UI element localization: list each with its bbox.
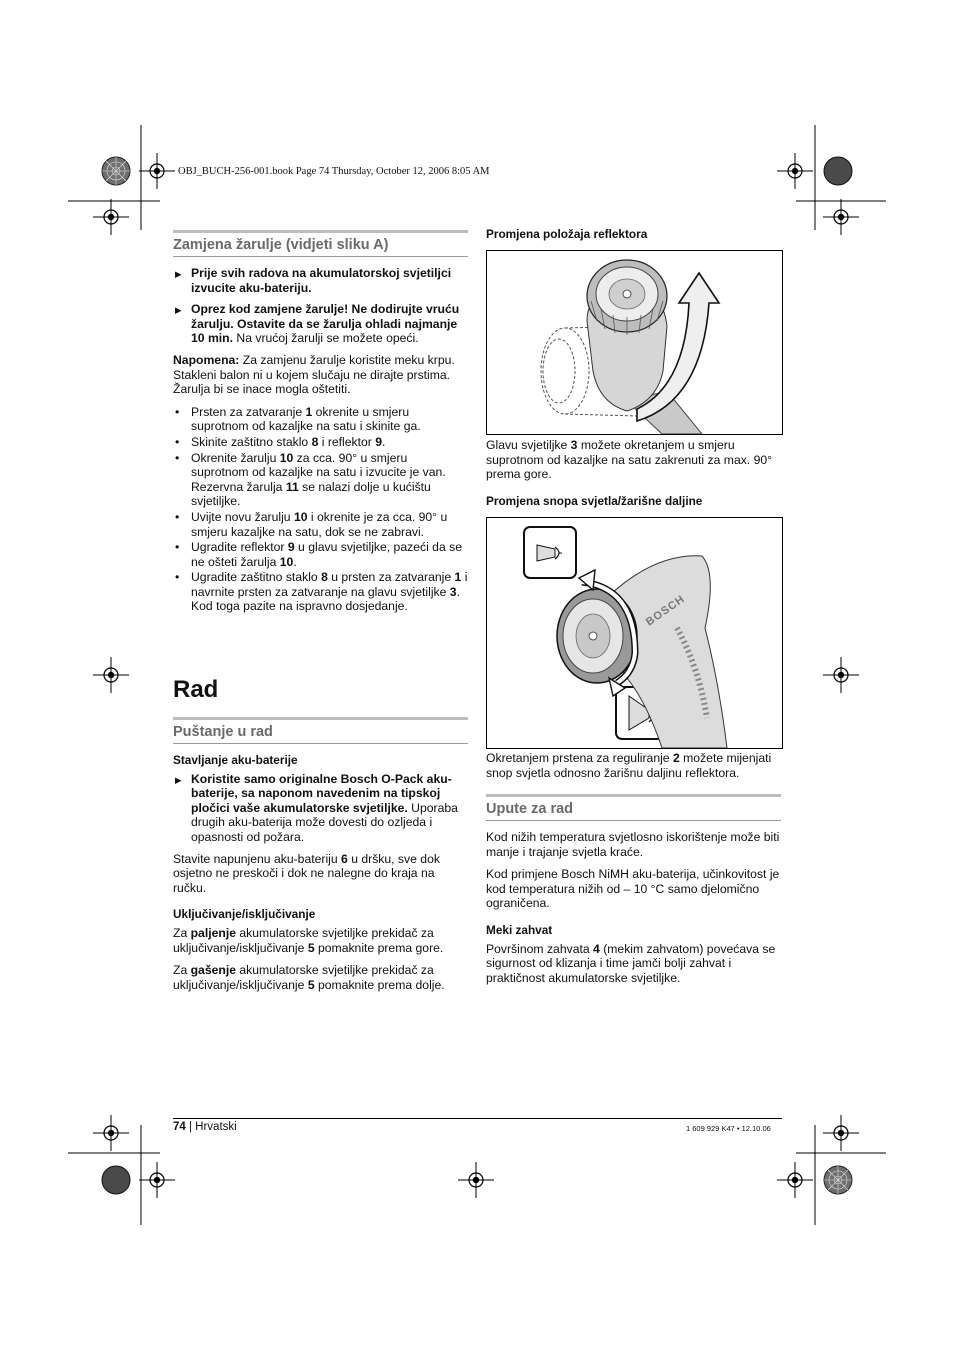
paragraph: Kod nižih temperatura svjetlosno iskorištenje može biti manje i trajanje svjetla kraće. <box>486 830 780 859</box>
paragraph: Glavu svjetiljke 3 možete okretanjem u smjeru suprotnom od kazaljke na satu zakrenuti za max. 90° prema gore. <box>486 438 773 482</box>
right-column-text-2 <box>486 751 781 788</box>
list-item: • Okrenite žarulju 10 za cca. 90° u smjeru suprotnom od kazaljke na satu i izvucite je van. Rezervna žarulja 11 se nalazi dolje u kućištu svjetiljke. <box>173 451 468 509</box>
section-heading-startup: Puštanje u rad <box>173 717 468 744</box>
subheading-soft-grip: Meki zahvat <box>486 922 553 937</box>
footer-language: | Hrvatski <box>185 1121 237 1133</box>
figure-reflector-rotation <box>486 250 783 435</box>
note-paragraph: Napomena: Za zamjenu žarulje koristite meku krpu. Stakleni balon ni u kojem slučaju ne dirajte prstima. Žarulja bi se inace mogla oštetiti. <box>173 352 455 397</box>
brand-label: BOSCH <box>643 592 688 629</box>
print-header: OBJ_BUCH-256-001.book Page 74 Thursday, October 12, 2006 8:05 AM <box>178 166 490 177</box>
list-item: • Uvijte novu žarulju 10 i okrenite je za cca. 90° u smjeru kazaljke na satu, dok se ne zabravi. <box>173 510 468 539</box>
subheading-on-off: Uključivanje/isključivanje <box>173 907 316 922</box>
left-column <box>173 230 468 622</box>
subheading-reflector-position: Promjena položaja reflektora <box>486 227 648 241</box>
right-column-text-1 <box>486 438 781 490</box>
paragraph: Okretanjem prstena za reguliranje 2 možete mijenjati snop svjetla odnosno žarišnu daljinu reflektora. <box>486 751 772 780</box>
left-column-operation <box>173 717 468 1000</box>
list-item: • Ugradite zaštitno staklo 8 u prsten za zatvaranje 1 i navrnite prsten za zatvaranje na glavu svjetiljke 3. Kod toga pazite na ispravno dosjedanje. <box>173 570 468 614</box>
warning-item: ▶ Prije svih radova na akumulatorskoj svjetiljci izvucite aku-bateriju. <box>173 266 468 295</box>
footer-rule <box>173 1118 782 1119</box>
subheading-battery-insert: Stavljanje aku-baterije <box>173 753 298 767</box>
steps-list <box>173 405 468 614</box>
paragraph: Za gašenje akumulatorske svjetiljke prekidač za uključivanje/isključivanje 5 pomaknite prema dolje. <box>173 963 445 992</box>
paragraph: Za paljenje akumulatorske svjetiljke prekidač za uključivanje/isključivanje 5 pomaknite prema gore. <box>173 925 444 955</box>
list-item: • Prsten za zatvaranje 1 okrenite u smjeru suprotnom od kazaljke na satu i skinite ga. <box>173 405 468 434</box>
chapter-heading-rad: Rad <box>173 676 219 703</box>
page-number: 74 <box>173 1121 186 1133</box>
section-heading-usage-notes: Upute za rad <box>486 794 781 821</box>
footer-document-code: 1 609 929 K47 • 12.10.06 <box>686 1124 771 1133</box>
warning-item: ▶ Oprez kod zamjene žarulje! Ne dodirujte vruću žarulju. Ostavite da se žarulja ohladi najmanje 10 min. Na vrućoj žarulji se možete opeći. <box>173 302 468 346</box>
paragraph: Stavite napunjenu aku-bateriju 6 u dršku, sve dok osjetno ne preskoči i dok ne nalegne do kraja na ručku. <box>173 851 440 895</box>
subheading-beam-focus: Promjena snopa svjetla/žarišne daljine <box>486 494 703 508</box>
footer-page-info <box>173 1121 237 1133</box>
paragraph: Kod primjene Bosch NiMH aku-baterija, učinkovitost je kod temperatura nižih od – 10 °C samo djelomično ograničena. <box>486 867 780 911</box>
paragraph: Površinom zahvata 4 (mekim zahvatom) povećava se sigurnost od klizanja i time jamči bolji zahvat i praktičnost akumulatorske svjetiljke. <box>486 941 776 985</box>
section-heading-bulb-replacement: Zamjena žarulje (vidjeti sliku A) <box>173 230 468 257</box>
list-item: • Ugradite reflektor 9 u glavu svjetiljke, pazeći da se ne ošteti žarulja 10. <box>173 540 468 569</box>
list-item: • Skinite zaštitno staklo 8 i reflektor 9. <box>173 435 468 450</box>
warning-item: ▶ Koristite samo originalne Bosch O-Pack aku-baterije, sa naponom navedenim na tipskoj pločici vaše akumulatorske svjetiljke. Uporaba drugih aku-baterija može dovesti do ozljeda i opasnosti od požara. <box>173 772 468 845</box>
figure-beam-adjustment <box>486 517 783 749</box>
right-column-usage <box>486 794 781 993</box>
